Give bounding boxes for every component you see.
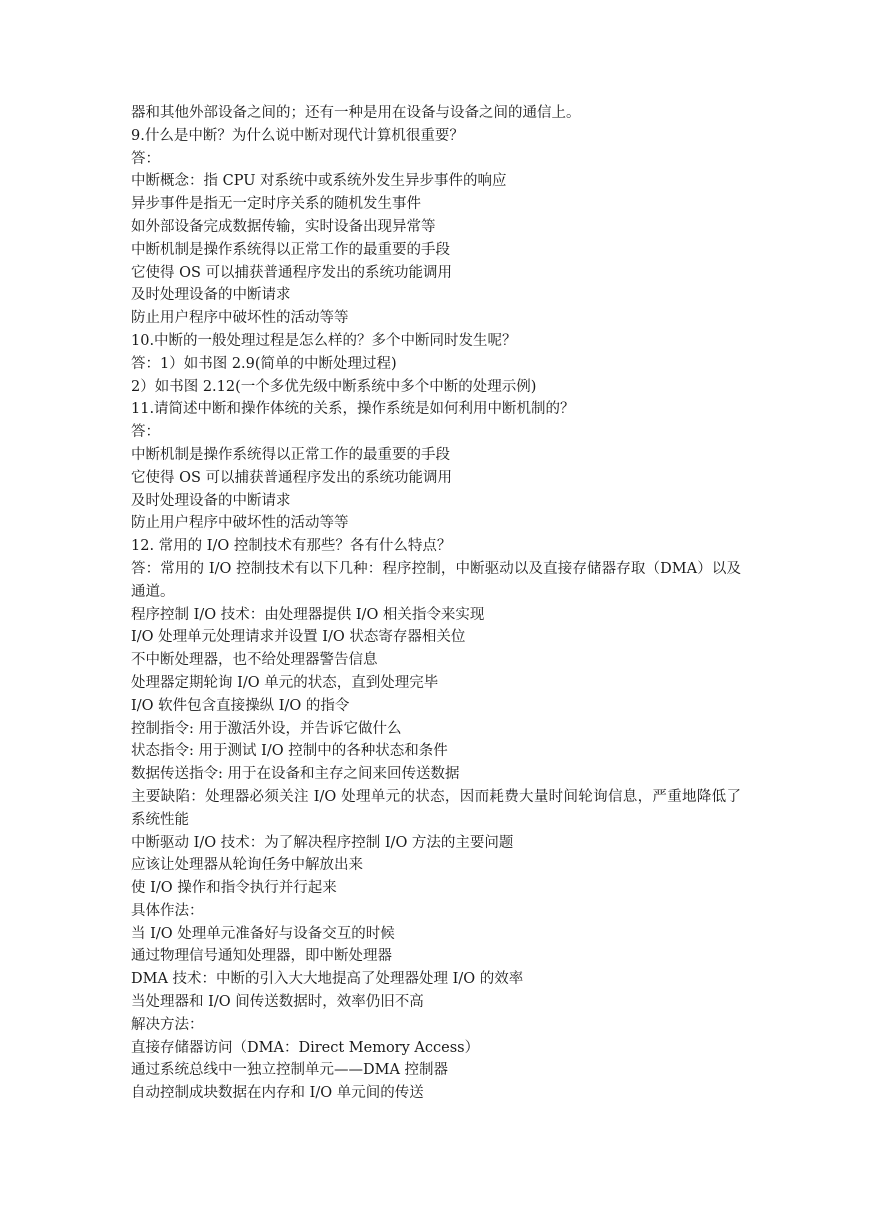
text-line: 中断机制是操作系统得以正常工作的最重要的手段	[131, 241, 450, 258]
text-line: 自动控制成块数据在内存和 I/O 单元间的传送	[131, 1085, 424, 1102]
text-line: 及时处理设备的中断请求	[131, 287, 291, 304]
text-line: 数据传送指令: 用于在设备和主存之间来回传送数据	[131, 766, 460, 783]
text-line: 它使得 OS 可以捕获普通程序发出的系统功能调用	[131, 264, 453, 281]
text-line: 异步事件是指无一定时序关系的随机发生事件	[131, 196, 421, 213]
text-line: 处理器定期轮询 I/O 单元的状态，直到处理完毕	[131, 674, 439, 691]
text-line: I/O 软件包含直接操纵 I/O 的指令	[131, 697, 350, 714]
text-line: 及时处理设备的中断请求	[131, 492, 291, 509]
text-line: 通过系统总线中一独立控制单元——DMA 控制器	[131, 1062, 449, 1079]
text-line: 当 I/O 处理单元准备好与设备交互的时候	[131, 925, 395, 942]
answer-label: 答：	[131, 150, 160, 167]
text-line: DMA 技术：中断的引入大大地提高了处理器处理 I/O 的效率	[131, 971, 524, 988]
text-line: 2）如书图 2.12(一个多优先级中断系统中多个中断的处理示例)	[131, 378, 537, 395]
text-line: 防止用户程序中破坏性的活动等等	[131, 515, 349, 532]
text-line: 答：1）如书图 2.9(简单的中断处理过程)	[131, 355, 397, 372]
text-line: 解决方法：	[131, 1016, 204, 1033]
text-line: 中断机制是操作系统得以正常工作的最重要的手段	[131, 446, 450, 463]
text-paragraph: 主要缺陷：处理器必须关注 I/O 处理单元的状态，因而耗费大量时间轮询信息，严重地降低了系统性能	[131, 788, 741, 828]
text-paragraph: 答：常用的 I/O 控制技术有以下几种：程序控制，中断驱动以及直接存储器存取（DMA）以及通道。	[131, 560, 741, 600]
text-line: I/O 处理单元处理请求并设置 I/O 状态寄存器相关位	[131, 629, 466, 646]
text-line: 不中断处理器，也不给处理器警告信息	[131, 652, 378, 669]
text-line: 它使得 OS 可以捕获普通程序发出的系统功能调用	[131, 469, 453, 486]
document-body	[131, 102, 741, 1105]
question-heading: 11.请简述中断和操作体统的关系，操作系统是如何利用中断机制的？	[131, 401, 575, 418]
question-heading: 9.什么是中断？为什么说中断对现代计算机很重要？	[131, 127, 464, 144]
text-line: 应该让处理器从轮询任务中解放出来	[131, 857, 363, 874]
question-heading: 10.中断的一般处理过程是怎么样的？多个中断同时发生呢？	[131, 332, 517, 349]
answer-label: 答：	[131, 424, 160, 441]
text-line: 控制指令: 用于激活外设，并告诉它做什么	[131, 720, 402, 737]
text-line: 通过物理信号通知处理器，即中断处理器	[131, 948, 392, 965]
text-line: 如外部设备完成数据传输，实时设备出现异常等	[131, 218, 436, 235]
text-line: 中断概念：指 CPU 对系统中或系统外发生异步事件的响应	[131, 173, 507, 190]
text-line: 防止用户程序中破坏性的活动等等	[131, 310, 349, 327]
text-line: 状态指令: 用于测试 I/O 控制中的各种状态和条件	[131, 743, 448, 760]
text-line: 器和其他外部设备之间的；还有一种是用在设备与设备之间的通信上。	[131, 105, 581, 121]
text-line: 当处理器和 I/O 间传送数据时，效率仍旧不高	[131, 994, 424, 1011]
text-line: 中断驱动 I/O 技术：为了解决程序控制 I/O 方法的主要问题	[131, 834, 514, 851]
text-line: 直接存储器访问（DMA：Direct Memory Access）	[131, 1039, 480, 1056]
question-heading: 12. 常用的 I/O 控制技术有那些？各有什么特点？	[131, 538, 452, 555]
text-line: 程序控制 I/O 技术：由处理器提供 I/O 相关指令来实现	[131, 606, 485, 623]
text-line: 使 I/O 操作和指令执行并行起来	[131, 880, 337, 897]
text-line: 具体作法：	[131, 902, 204, 919]
